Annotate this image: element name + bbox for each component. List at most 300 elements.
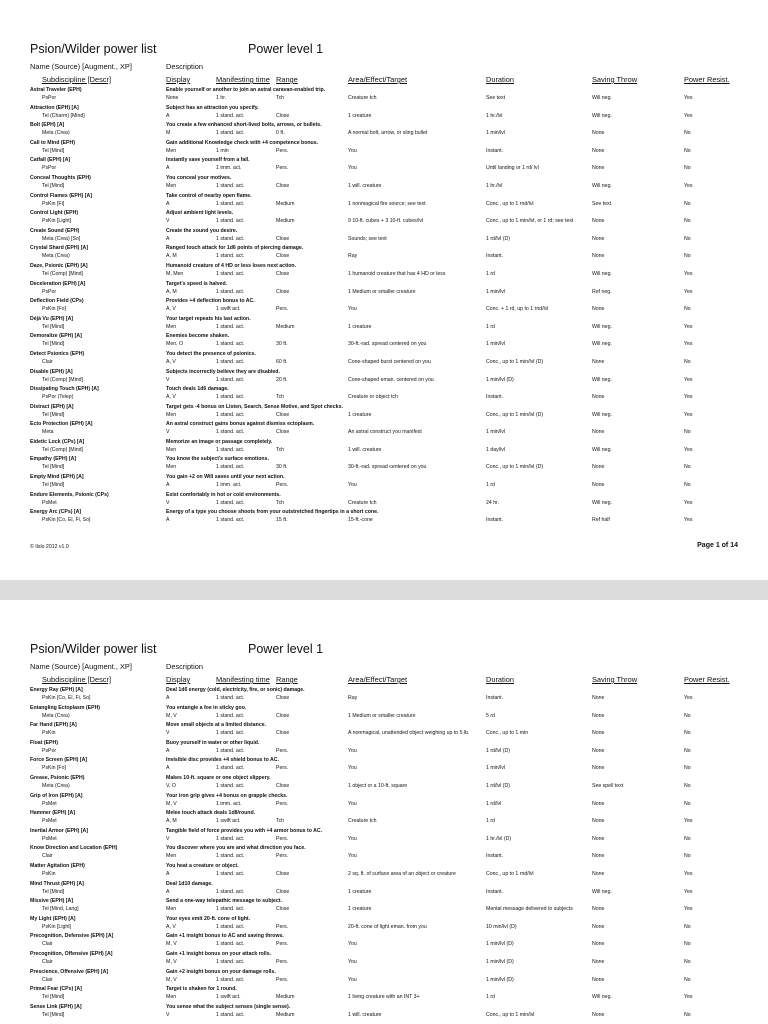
power-name: Hammer (EPH) [A] [30, 810, 75, 817]
power-description: Move small objects at a limited distance. [166, 722, 267, 729]
power-description: Your target repeats his last action. [166, 315, 251, 322]
power-duration: 1 min/lvl [486, 765, 506, 772]
power-saving-throw: None [592, 958, 605, 965]
power-range: Close [276, 888, 290, 895]
power-subdiscipline: Tel (Comp) [Mind] [42, 270, 83, 277]
power-row [0, 1003, 768, 1021]
power-row [0, 915, 768, 933]
power-subdiscipline: PsPor [42, 165, 57, 172]
power-area: Ray [348, 695, 358, 701]
power-row [0, 368, 768, 386]
page-title: Psion/Wilder power list [30, 42, 157, 56]
power-resistance: Yes [684, 695, 693, 701]
power-area: 20-ft. cone of light eman. from you [348, 923, 427, 930]
power-manifesting-time: 1 imm. act. [216, 800, 242, 807]
power-saving-throw: None [592, 253, 605, 260]
power-resistance: No [684, 923, 691, 930]
duration-column-header: Duration [486, 75, 514, 84]
display-column-header: Display [166, 675, 191, 684]
power-manifesting-time: 1 stand. act. [216, 976, 245, 983]
power-resistance: Yes [684, 112, 693, 119]
saving-throw-column-header: Saving Throw [592, 675, 638, 684]
power-saving-throw: None [592, 306, 605, 313]
power-duration: 1 hr./lvl [486, 112, 503, 119]
power-name: Crystal Shard (EPH) [A] [30, 245, 88, 252]
power-display: A [166, 870, 170, 877]
power-range: Close [276, 235, 290, 242]
power-description: Gain additional Knowledge check with +4 competence bonus. [166, 139, 319, 146]
power-display: A, V [166, 923, 176, 930]
power-name: Prescience, Offensive (EPH) [A] [30, 968, 109, 975]
power-subdiscipline: PsPor [42, 288, 57, 295]
power-manifesting-time: 1 imm. act. [216, 165, 242, 172]
power-manifesting-time: 1 stand. act. [216, 782, 245, 789]
power-area: 2 sq. ft. of surface area of an object or creature [348, 870, 456, 877]
power-resistance: Yes [684, 411, 693, 418]
power-range: Pers. [276, 147, 289, 154]
power-range: Pers. [276, 958, 289, 965]
power-name: Mind Thrust (EPH) [A] [30, 880, 84, 887]
power-row [0, 420, 768, 438]
power-duration: 24 hr. [486, 499, 499, 506]
power-subdiscipline: Clair [42, 958, 53, 965]
power-display: A [166, 165, 170, 172]
power-name: Déjà Vu (EPH) [A] [30, 315, 74, 322]
power-area: 1 will. creature [348, 446, 382, 453]
power-manifesting-time: 1 stand. act. [216, 288, 245, 295]
power-duration: 1 min/lvl (D) [486, 976, 514, 983]
power-display: Men [166, 323, 177, 330]
power-name: Primal Fear (CPs) [A] [30, 986, 82, 993]
power-duration: Conc., up to 1 rnd/lvl [486, 200, 534, 207]
power-manifesting-time: 1 stand. act. [216, 958, 245, 965]
power-area: 30-ft.-rad. spread centered on you [348, 464, 427, 471]
power-description: Gain +2 insight bonus on your damage rolls. [166, 968, 276, 975]
power-duration: Mental message delivered to subjects [486, 906, 573, 913]
power-area: You [348, 941, 357, 948]
power-manifesting-time: 1 stand. act. [216, 253, 245, 260]
power-display: Men, O [166, 341, 184, 348]
power-row [0, 756, 768, 774]
power-resistance: No [684, 130, 691, 137]
power-range: Close [276, 253, 290, 260]
power-saving-throw: None [592, 976, 605, 983]
power-range: Close [276, 695, 290, 701]
power-range: 30 ft. [276, 464, 288, 471]
power-resistance: No [684, 464, 691, 471]
power-area: Cone-shaped eman. centered on you [348, 376, 434, 383]
power-description: Enable yourself or another to join an astral caravan-enabled trip. [166, 87, 326, 93]
power-range: Close [276, 906, 290, 913]
power-resistance: No [684, 200, 691, 207]
power-row [0, 174, 768, 192]
manifesting-time-column-header: Manifesting time [216, 675, 270, 684]
power-row [0, 244, 768, 262]
power-saving-throw: None [592, 130, 605, 137]
power-manifesting-time: 1 stand. act. [216, 341, 245, 348]
power-description: Send a one-way telepathic message to subject. [166, 898, 282, 905]
power-saving-throw: None [592, 835, 605, 842]
power-display: A [166, 695, 170, 701]
power-subdiscipline: Tel [Mind] [42, 1011, 65, 1018]
power-subdiscipline: Tel [Mind] [42, 182, 65, 189]
power-manifesting-time: 1 stand. act. [216, 112, 245, 119]
power-duration: 5 rd [486, 712, 495, 719]
power-subdiscipline: Meta (Crea) [42, 130, 70, 137]
power-range: Tch [276, 818, 285, 825]
power-range: Medium [276, 200, 295, 207]
power-display: A, V [166, 394, 176, 401]
power-subdiscipline: PsMet [42, 499, 57, 506]
power-area: A normal bolt, arrow, or sling bullet [348, 130, 428, 137]
power-row [0, 932, 768, 950]
power-resistance: No [684, 958, 691, 965]
power-range: 15 ft. [276, 517, 288, 524]
power-range: Close [276, 712, 290, 719]
power-display: Men [166, 906, 177, 913]
power-name: Empty Mind (EPH) [A] [30, 474, 84, 481]
document-page-2 [0, 600, 768, 1024]
power-saving-throw: See text [592, 200, 612, 207]
power-description: Subjects incorrectly believe they are disabled. [166, 368, 280, 375]
power-duration: 1 rd [486, 818, 495, 825]
power-display: A, M [166, 253, 177, 260]
power-duration: 1 rd/lvl [486, 800, 502, 807]
power-saving-throw: Will neg. [592, 341, 612, 348]
power-saving-throw: None [592, 712, 605, 719]
power-subdiscipline: PsKin [Fi] [42, 200, 65, 207]
power-saving-throw: None [592, 482, 605, 489]
power-name: Precognition, Defensive (EPH) [A] [30, 933, 114, 940]
power-range: Pers. [276, 976, 289, 983]
power-description: Makes 10-ft. square or one object slippery. [166, 774, 271, 781]
power-name: Conceal Thoughts (EPH) [30, 174, 91, 181]
power-manifesting-time: 1 stand. act. [216, 888, 245, 895]
power-row [0, 332, 768, 350]
power-description: An astral construct gains bonus against dismiss ectoplasm. [166, 421, 315, 428]
power-saving-throw: None [592, 394, 605, 401]
power-area: 15-ft.-cone [348, 517, 373, 524]
power-subdiscipline: Meta (Crea) [42, 712, 70, 719]
power-range: Close [276, 782, 290, 789]
power-subdiscipline: PsMet [42, 818, 57, 825]
power-row [0, 104, 768, 122]
power-row [0, 704, 768, 722]
power-duration: Conc., up to 1 min/lvl (D) [486, 464, 544, 471]
power-description: Take control of nearby open flame. [166, 192, 252, 199]
power-row [0, 350, 768, 368]
power-row [0, 403, 768, 421]
power-saving-throw: None [592, 358, 605, 365]
power-description: Exist comfortably in hot or cold environments. [166, 491, 281, 498]
power-area: 1 creature [348, 888, 372, 895]
power-saving-throw: None [592, 147, 605, 154]
power-saving-throw: Will neg. [592, 994, 612, 1001]
power-name: Know Direction and Location (EPH) [30, 845, 118, 852]
power-description: Buoy yourself in water or other liquid. [166, 739, 260, 746]
power-manifesting-time: 1 swift act. [216, 818, 241, 825]
power-description: Create the sound you desire. [166, 227, 238, 234]
power-subdiscipline: Tel [Mind] [42, 482, 65, 489]
power-name: Dissipating Touch (EPH) [A] [30, 386, 99, 393]
power-saving-throw: Will neg. [592, 499, 612, 506]
power-saving-throw: None [592, 818, 605, 825]
power-display: A [166, 747, 170, 754]
power-row [0, 86, 768, 104]
power-area: You [348, 482, 357, 489]
power-duration: See text [486, 95, 506, 101]
power-area: Creature tch [348, 95, 377, 101]
power-resistance: Yes [684, 341, 693, 348]
power-subdiscipline: PsMet [42, 800, 57, 807]
power-display: Men [166, 411, 177, 418]
power-duration: 10 min/lvl (D) [486, 923, 517, 930]
power-area: You [348, 800, 357, 807]
power-row [0, 985, 768, 1003]
power-name: Astral Traveler (EPH) [30, 87, 82, 93]
power-duration: 1 min/lvl [486, 341, 506, 348]
description-column-header: Description [166, 62, 203, 71]
range-column-header: Range [276, 675, 298, 684]
power-display: M, Men [166, 270, 184, 277]
power-description: Your eyes emit 20-ft. cone of light. [166, 915, 251, 922]
power-description: Target's speed is halved. [166, 280, 228, 287]
power-name: Ecto Protection (EPH) [A] [30, 421, 93, 428]
power-range: 0 ft. [276, 130, 285, 137]
power-display: A [166, 888, 170, 895]
footer-copyright: © Ilslo 2012 v1.0 [30, 544, 69, 550]
power-resistance: No [684, 976, 691, 983]
power-range: Close [276, 411, 290, 418]
power-area: 1 object or a 10-ft. square [348, 782, 408, 789]
range-column-header: Range [276, 75, 298, 84]
power-duration: Conc., up to 1 min/lvl, or 1 rd; see text [486, 218, 574, 225]
power-name: Distract (EPH) [A] [30, 403, 74, 410]
power-display: V [166, 1011, 170, 1018]
page-title: Psion/Wilder power list [30, 642, 157, 656]
power-manifesting-time: 1 stand. act. [216, 270, 245, 277]
power-range: Pers. [276, 800, 289, 807]
power-description: Melee touch attack deals 1d8/round. [166, 810, 256, 817]
power-subdiscipline: Tel (Comp) [Mind] [42, 446, 83, 453]
power-resistance-column-header: Power Resist. [684, 75, 730, 84]
power-range: Medium [276, 323, 295, 330]
power-display: V [166, 376, 170, 383]
power-description: You entangle a foe in sticky goo. [166, 704, 247, 711]
power-row [0, 473, 768, 491]
power-range: Tch [276, 95, 285, 101]
power-range: 20 ft. [276, 376, 288, 383]
power-description: Ranged touch attack for 1d6 points of piercing damage. [166, 245, 304, 252]
power-subdiscipline: Clair [42, 941, 53, 948]
power-area: You [348, 976, 357, 983]
power-display: V [166, 499, 170, 506]
power-name: Empathy (EPH) [A] [30, 456, 77, 463]
power-row [0, 862, 768, 880]
power-range: Close [276, 182, 290, 189]
power-resistance: No [684, 730, 691, 737]
power-area: 1 creature [348, 323, 372, 330]
power-row [0, 792, 768, 810]
power-subdiscipline: Tel (Comp) [Mind] [42, 376, 83, 383]
power-subdiscipline: Tel [Mind] [42, 888, 65, 895]
power-description: Subject has an attraction you specify. [166, 104, 259, 111]
power-manifesting-time: 1 stand. act. [216, 446, 245, 453]
power-resistance: Yes [684, 994, 693, 1001]
power-resistance: Yes [684, 288, 693, 295]
power-name: Eidetic Lock (CPs) [A] [30, 438, 85, 445]
power-description: Deal 1d10 damage. [166, 880, 213, 887]
power-saving-throw: Ref half [592, 517, 610, 524]
power-duration: 1 min/lvl (D) [486, 941, 514, 948]
power-name: Attraction (EPH) [A] [30, 104, 79, 111]
subdiscipline-column-header: Subdiscipline [Descr] [42, 675, 112, 684]
area-column-header: Area/Effect/Target [348, 75, 408, 84]
power-duration: 1 rd/lvl (D) [486, 747, 510, 754]
power-description: You sense what the subject senses (single sense). [166, 1003, 291, 1010]
power-subdiscipline: PsKin [Light] [42, 218, 72, 225]
power-range: Close [276, 429, 290, 436]
power-duration: 1 rd/lvl (D) [486, 235, 510, 242]
power-resistance: Yes [684, 95, 693, 101]
power-row [0, 491, 768, 509]
power-name: Catfall (EPH) [A] [30, 157, 71, 164]
power-manifesting-time: 1 stand. act. [216, 695, 245, 701]
power-manifesting-time: 1 swift act. [216, 306, 241, 313]
power-duration: 1 hr./lvl [486, 182, 503, 189]
power-level-title: Power level 1 [248, 642, 324, 656]
power-manifesting-time: 1 stand. act. [216, 218, 245, 225]
power-row [0, 897, 768, 915]
power-description: Energy of a type you choose shoots from your outstretched fingertips in a short cone. [166, 509, 379, 516]
power-row [0, 192, 768, 210]
power-saving-throw: None [592, 853, 605, 860]
power-range: Close [276, 288, 290, 295]
power-area: 9 10-ft. cubes + 3 10-ft. cubes/lvl [348, 218, 424, 225]
power-duration: Conc. + 1 rd, up to 1 rnd/lvl [486, 306, 549, 313]
power-manifesting-time: 1 stand. act. [216, 394, 245, 401]
power-row [0, 121, 768, 139]
power-manifesting-time: 1 stand. act. [216, 835, 245, 842]
power-subdiscipline: Tel [Mind] [42, 341, 65, 348]
power-resistance: No [684, 765, 691, 772]
power-description: Humanoid creature of 4 HD or less loses next action. [166, 262, 297, 269]
power-duration: Instant. [486, 695, 504, 701]
power-display: V [166, 218, 170, 225]
power-subdiscipline: Tel (Charm) [Mind] [42, 112, 85, 119]
power-name: Entangling Ectoplasm (EPH) [30, 704, 101, 711]
power-resistance: No [684, 253, 691, 260]
power-name: Control Flames (EPH) [A] [30, 192, 92, 199]
power-saving-throw: None [592, 235, 605, 242]
duration-column-header: Duration [486, 675, 514, 684]
power-area: 1 humanoid creature that has 4 HD or less [348, 270, 446, 277]
power-subdiscipline: Tel [Mind, Lang] [42, 906, 79, 913]
power-manifesting-time: 1 stand. act. [216, 376, 245, 383]
description-column-header: Description [166, 662, 203, 671]
power-display: M, V [166, 958, 177, 965]
power-display: V [166, 835, 170, 842]
power-duration: Instant. [486, 853, 504, 860]
power-name: Call to Mind (EPH) [30, 139, 75, 146]
power-display: A [166, 200, 170, 207]
power-row [0, 262, 768, 280]
power-manifesting-time: 1 stand. act. [216, 870, 245, 877]
power-name: Grip of Iron (EPH) [A] [30, 792, 83, 799]
power-name: Grease, Psionic (EPH) [30, 774, 85, 781]
power-list-page-2 [0, 686, 768, 1020]
power-resistance: Yes [684, 906, 693, 913]
power-manifesting-time: 1 stand. act. [216, 200, 245, 207]
power-resistance: Yes [684, 870, 693, 877]
power-level-title: Power level 1 [248, 42, 324, 56]
power-area: You [348, 958, 357, 965]
power-subdiscipline: Tel [Mind] [42, 994, 65, 1001]
power-range: 60 ft. [276, 358, 288, 365]
power-range: Pers. [276, 765, 289, 772]
power-subdiscipline: Clair [42, 358, 53, 365]
power-resistance: No [684, 941, 691, 948]
power-display: None [166, 95, 179, 101]
power-display: Men [166, 464, 177, 471]
power-area: 30-ft.-rad. spread centered on you [348, 341, 427, 348]
power-row [0, 455, 768, 473]
power-resistance: No [684, 358, 691, 365]
power-row [0, 139, 768, 157]
power-duration: Instant. [486, 394, 504, 401]
power-name: My Light (EPH) [A] [30, 915, 76, 922]
power-resistance: Yes [684, 270, 693, 277]
power-description: Adjust ambient light levels. [166, 210, 234, 217]
power-resistance: No [684, 147, 691, 154]
power-row [0, 227, 768, 245]
power-subdiscipline: PsMet [42, 835, 57, 842]
power-area: You [348, 765, 357, 772]
power-description: Your iron grip gives +4 bonus on grapple checks. [166, 792, 288, 799]
power-saving-throw: Will neg. [592, 95, 612, 101]
power-duration: 1 min/lvl (D) [486, 376, 514, 383]
power-area: You [348, 306, 357, 313]
power-name: Demoralize (EPH) [A] [30, 333, 82, 340]
power-subdiscipline: Meta [42, 429, 54, 436]
power-area: 1 creature [348, 112, 372, 119]
power-manifesting-time: 1 hr. [216, 95, 227, 101]
power-row [0, 950, 768, 968]
power-manifesting-time: 1 stand. act. [216, 941, 245, 948]
power-description: Target gets -4 bonus on Listen, Search, Sense Motive, and Spot checks. [166, 403, 343, 410]
power-display: V [166, 429, 170, 436]
power-name: Create Sound (EPH) [30, 227, 80, 234]
power-subdiscipline: PsKin [42, 730, 56, 737]
power-range: Medium [276, 994, 295, 1001]
power-duration: 1 rd [486, 270, 495, 277]
power-name: Detect Psionics (EPH) [30, 350, 85, 357]
power-duration: Conc., up to 1 min/lvl (D) [486, 411, 544, 418]
power-area: Creature or object tch [348, 394, 398, 401]
power-saving-throw: Will neg. [592, 411, 612, 418]
power-area: 1 Medium or smaller creature [348, 712, 416, 719]
power-row [0, 774, 768, 792]
power-duration: Until landing or 1 rd/ lvl [486, 165, 539, 172]
power-range: Pers. [276, 853, 289, 860]
power-display: A [166, 517, 170, 524]
power-range: Close [276, 870, 290, 877]
power-display: M, V [166, 800, 177, 807]
power-display: M, V [166, 976, 177, 983]
power-area: Sounds; see text [348, 235, 387, 242]
power-subdiscipline: PsKin [Fo] [42, 306, 66, 313]
power-range: Close [276, 112, 290, 119]
